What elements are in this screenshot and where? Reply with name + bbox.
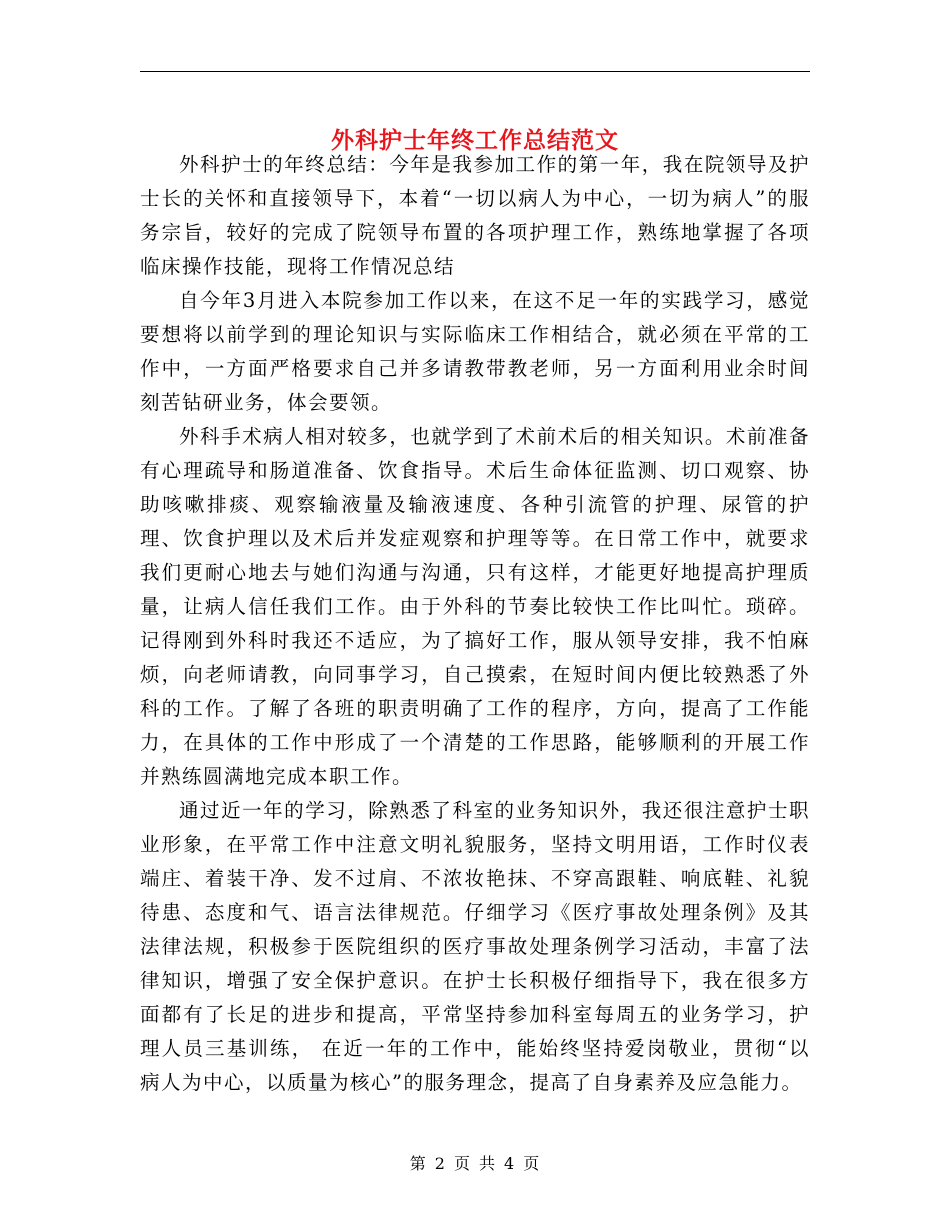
paragraph-2: 自今年3月进入本院参加工作以来，在这不足一年的实践学习，感觉要想将以前学到的理论知识与实际临床工作相结合，就必须在平常的工作中，一方面严格要求自己并多请教带教老师，另一方面利用业余时间刻苦钻研业务，体会要领。 (140, 289, 810, 414)
paragraph-3: 外科手术病人相对较多，也就学到了术前术后的相关知识。术前准备有心理疏导和肠道准备、饮食指导。术后生命体征监测、切口观察、协助咳嗽排痰、观察输液量及输液速度、各种引流管的护理、尿管的护理、饮食护理以及术后并发症观察和护理等等。在日常工作中，就要求我们更耐心地去与她们沟通与沟通，只有这样，才能更好地提高护理质量，让病人信任我们工作。由于外科的节奏比较快工作比叫忙。琐碎。记得刚到外科时我还不适应，为了搞好工作，服从领导安排，我不怕麻烦，向老师请教，向同事学习，自己摸索，在短时间内便比较熟悉了外科的工作。了解了各班的职责明确了工作的程序，方向，提高了工作能力，在具体的工作中形成了一个清楚的工作思路，能够顺利的开展工作并熟练圆满地完成本职工作。 (140, 425, 810, 788)
paragraph-1: 外科护士的年终总结：今年是我参加工作的第一年，我在院领导及护士长的关怀和直接领导下，本着“一切以病人为中心，一切为病人”的服务宗旨，较好的完成了院领导布置的各项护理工作，熟练地掌握了各项临床操作技能，现将工作情况总结 (140, 153, 810, 278)
footer-current-page: 2 (434, 1154, 446, 1173)
paragraph-4: 通过近一年的学习，除熟悉了科室的业务知识外，我还很注意护士职业形象，在平常工作中注意文明礼貌服务，坚持文明用语，工作时仪表端庄、着装干净、发不过肩、不浓妆艳抹、不穿高跟鞋、响底鞋、礼貌待患、态度和气、语言法律规范。仔细学习《医疗事故处理条例》及其法律法规，积极参于医院组织的医疗事故处理条例学习活动，丰富了法律知识，增强了安全保护意识。在护士长积极仔细指导下，我在很多方面都有了长足的进步和提高，平常坚持参加科室每周五的业务学习，护理人员三基训练， 在近一年的工作中，能始终坚持爱岗敬业，贯彻“以病人为中心，以质量为核心”的服务理念，提高了自身素养及应急能力。 (140, 799, 810, 1094)
document-body (140, 148, 810, 1100)
page-footer (0, 1152, 950, 1176)
footer-page-word: 页 (453, 1154, 471, 1173)
footer-suffix: 页 (523, 1154, 541, 1173)
footer-prefix: 第 (409, 1154, 427, 1173)
footer-total-pages: 4 (504, 1154, 516, 1173)
header-rule (140, 71, 810, 72)
document-title: 外科护士年终工作总结范文 (331, 127, 619, 155)
footer-total-word: 共 (479, 1154, 497, 1173)
